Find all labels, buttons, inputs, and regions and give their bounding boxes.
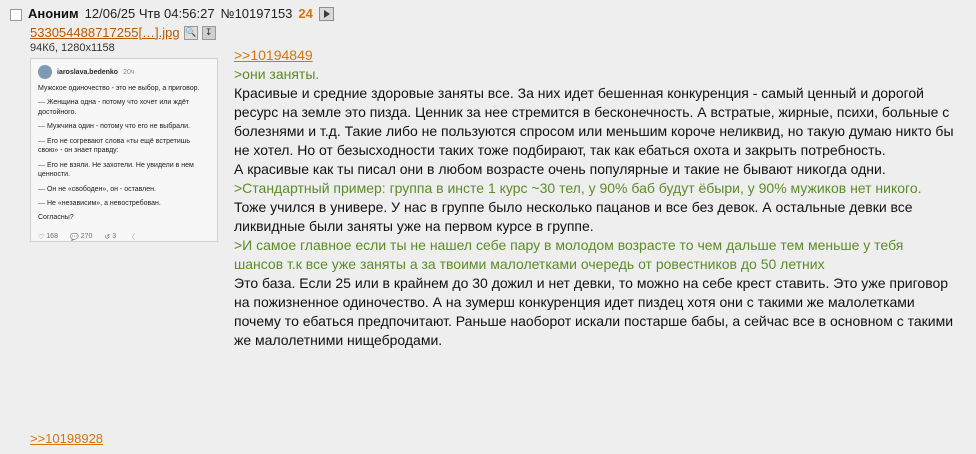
reply-reference-link[interactable]: >>10194849 <box>234 47 313 63</box>
thumbnail-line: Согласны? <box>38 214 74 222</box>
post-select-checkbox[interactable] <box>10 9 22 21</box>
post-header <box>8 6 968 22</box>
share-icon: 〈 <box>128 233 136 241</box>
post-number[interactable]: №10197153 <box>220 6 293 21</box>
quote-line: >Стандартный пример: группа в инсте 1 курс ~30 тел, у 90% баб будут ёбыри, у 90% мужиков нет никого. <box>234 180 922 196</box>
thumbnail-line: — Не «независим», а невостребован. <box>38 199 210 208</box>
like-stat: ♡ 168 <box>38 233 58 241</box>
bottom-reply-link[interactable]: >>10198928 <box>30 431 104 446</box>
file-name-row <box>30 25 230 40</box>
file-column <box>8 22 230 242</box>
thumbnail-line: Мужское одиночество - это не выбор, а приговор. <box>38 85 200 92</box>
comment-stat: 💬 270 <box>69 233 93 241</box>
play-icon[interactable] <box>319 7 334 21</box>
thumbnail-username: iaroslava.bedenko <box>57 68 119 76</box>
post-date: 12/06/25 Чтв 04:56:27 <box>84 6 215 21</box>
reply-count-badge[interactable]: 24 <box>298 6 313 21</box>
paragraph: Тоже учился в универе. У нас в группе было несколько пацанов и все без девок. А остальные девки все ликвидные были заняты уже на первом курсе в группе. <box>234 199 913 234</box>
comment-count: 270 <box>80 233 93 241</box>
repost-count: 3 <box>112 233 117 241</box>
thumbnail-line: — Мужчина один - потому что его не выбрали. <box>38 122 210 131</box>
avatar <box>38 65 52 79</box>
paragraph: А красивые как ты писал они в любом возрасте очень популярные и такие не бывают никогда одни. <box>234 161 886 177</box>
thumbnail-timestamp: 20ч <box>123 68 135 76</box>
quote-line: >они заняты. <box>234 66 320 82</box>
post-body <box>8 22 968 350</box>
thumbnail-line: — Женщина одна - потому что хочет или ждёт достойного. <box>38 98 210 117</box>
magnifier-icon[interactable]: 🔍 <box>184 26 198 40</box>
like-count: 168 <box>46 233 58 241</box>
thumbnail-line: — Его не согревают слова «ты ещё встретишь свою» - он знает правду: <box>38 137 210 156</box>
quote-line: >И самое главное если ты не нашел себе пару в молодом возрасте то чем дальше тем меньше у тебя шансов т.к все уже заняты а за твоими малолетками очередь от ровестников до 50 летних <box>234 237 904 272</box>
thumbnail-post-header <box>38 65 210 79</box>
post-author: Аноним <box>28 6 79 21</box>
repost-stat: ↺ 3 <box>104 233 117 241</box>
thumbnail-line: — Его не взяли. Не захотели. Не увидели в нем ценности. <box>38 161 210 180</box>
post-text-column <box>230 22 968 350</box>
thumbnail-stats <box>38 232 210 242</box>
paragraph: Это база. Если 25 или в крайнем до 30 дожил и нет девки, то можно на себе крест ставить. Это уже приговор на пожизненное одиночество. А на зумерш конкуренция идет пиздец хотя они с такими же малолетками почему то ебаться предпочитают. Раньше наоборот искали постарше бабы, а сейчас все в основном с такими же малолетними нищебродами. <box>234 275 954 348</box>
file-meta: 94Кб, 1280x1158 <box>30 42 115 54</box>
paragraph: Красивые и средние здоровые заняты все. За них идет бешенная конкуренция - самый ценный и дорогой ресурс на земле это пизда. Ценник за нее стремится в бесконечность. А встратые, жирные, психи, больные с болезнями и т.д. Такие либо не пользуются спросом или меньшим короче неликвид, но такую думаю никто бы не хотел. Но от безысходности таких тоже подбирают, так как ебаться охота и закрыть потребность. <box>234 85 954 158</box>
download-icon[interactable]: ↧ <box>202 26 216 40</box>
thumbnail-line: — Он не «свободен», он - оставлен. <box>38 185 210 194</box>
attachment-thumbnail[interactable] <box>30 58 218 242</box>
file-name-link[interactable]: 533054488717255[…].jpg <box>30 25 180 40</box>
